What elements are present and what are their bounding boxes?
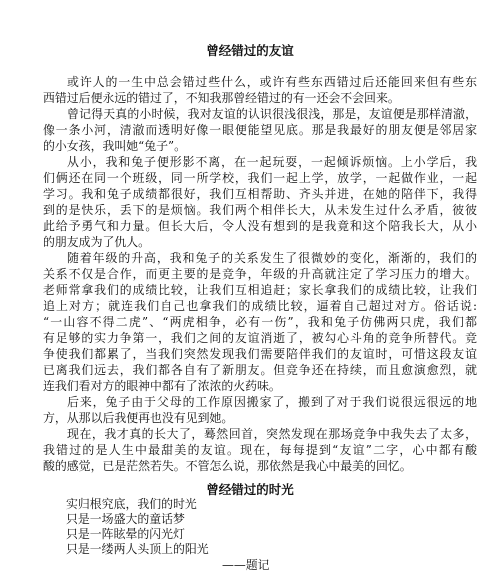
essay-line: 到的是快乐，丢下的是烦恼。我们两个相伴长大，从未发生过什么矛盾，彼彼 bbox=[43, 203, 477, 217]
poem-signature: ——题记 bbox=[222, 558, 270, 572]
essay-line: 关系不仅是合作，而更主要的是竞争，年级的升高就注定了学习压力的增大。 bbox=[43, 267, 477, 281]
essay-line: 学习。我和兔子成绩都很好，我们互相帮助、齐头并进，在她的陪伴下，我得 bbox=[43, 187, 477, 201]
essay-line: “一山容不得二虎”、“两虎相争，必有一伤”，我和兔子仿佛两只虎，我们都 bbox=[43, 315, 477, 329]
essay-line: 老师常拿我们的成绩比较，让我们互相追赶；家长拿我们的成绩比较，让我们 bbox=[43, 283, 477, 297]
essay-line: 酸的感觉，已是茫然若失。不管怎么说，那依然是我心中最美的回忆。 bbox=[43, 459, 412, 473]
essay-line: 有足够的实力争第一，我们之间的友谊消逝了，被勾心斗角的竞争所替代。竞 bbox=[43, 331, 477, 345]
essay-line: 方，从那以后我便再也没有见到她。 bbox=[43, 411, 234, 425]
essay-line: 此给予勇气和力量。但长大后，令人没有想到的是我竟和这个陪我长大，从小 bbox=[43, 219, 477, 233]
essay-line: 像一条小河，清澈而透明好像一眼便能望见底。那是我最好的朋友便是邻居家 bbox=[43, 123, 477, 137]
essay-line: 从小，我和兔子便形影不离，在一起玩耍，一起倾诉烦恼。上小学后，我 bbox=[67, 155, 477, 169]
essay-line: 后来，兔子由于父母的工作原因搬家了，搬到了对于我们说很远很远的地 bbox=[67, 395, 477, 409]
essay-line: 或许人的一生中总会错过些什么，或许有些东西错过后还能回来但有些东 bbox=[67, 75, 477, 89]
essay-line: 连我们看对方的眼神中都有了浓浓的火药味。 bbox=[43, 379, 281, 393]
poem-line: 只是一场盛大的童话梦 bbox=[66, 512, 185, 526]
essay-line: 的小女孩，我叫她“兔子”。 bbox=[43, 139, 186, 153]
essay-line: 随着年级的升高，我和兔子的关系发生了很微妙的变化，渐渐的，我们的 bbox=[67, 251, 477, 265]
essay-title: 曾经错过的友谊 bbox=[206, 43, 294, 58]
essay-line: 我错过的是人生中最甜美的友谊。现在，每每提到“友谊”二字，心中都有酸 bbox=[43, 443, 477, 457]
essay-line: 已离我们远去，我们都各自有了新朋友。但竞争还在持续，而且愈演愈烈，就 bbox=[43, 363, 477, 377]
essay-line: 争使我们都累了，当我们突然发现我们需要陪伴我们的友谊时，可惜这段友谊 bbox=[43, 347, 477, 361]
essay-line: 追上对方；就连我们自己也拿我们的成绩比较，逼着自己超过对方。俗话说: bbox=[43, 299, 477, 313]
poem-line: 只是一阵眩晕的闪光灯 bbox=[66, 527, 185, 541]
essay-line: 现在，我才真的长大了，蓦然回首，突然发现在那场竞争中我失去了太多， bbox=[67, 427, 477, 441]
essay-line: 曾记得天真的小时候，我对友谊的认识很浅很浅，那是，友谊便是那样清澈， bbox=[67, 107, 477, 121]
poem-title: 曾经错过的时光 bbox=[206, 482, 294, 497]
essay-line: 们俩还在同一个班级，同一所学校，我们一起上学，放学，一起做作业，一起 bbox=[43, 171, 477, 185]
essay-line: 的朋友成为了仇人。 bbox=[43, 235, 151, 249]
poem-line: 实归根究底，我们的时光 bbox=[66, 497, 197, 511]
essay-line: 西错过后便永远的错过了，不知我那曾经错过的有一还会不会回来。 bbox=[43, 91, 400, 105]
poem-line: 只是一缕两人头顶上的阳光 bbox=[66, 542, 209, 556]
